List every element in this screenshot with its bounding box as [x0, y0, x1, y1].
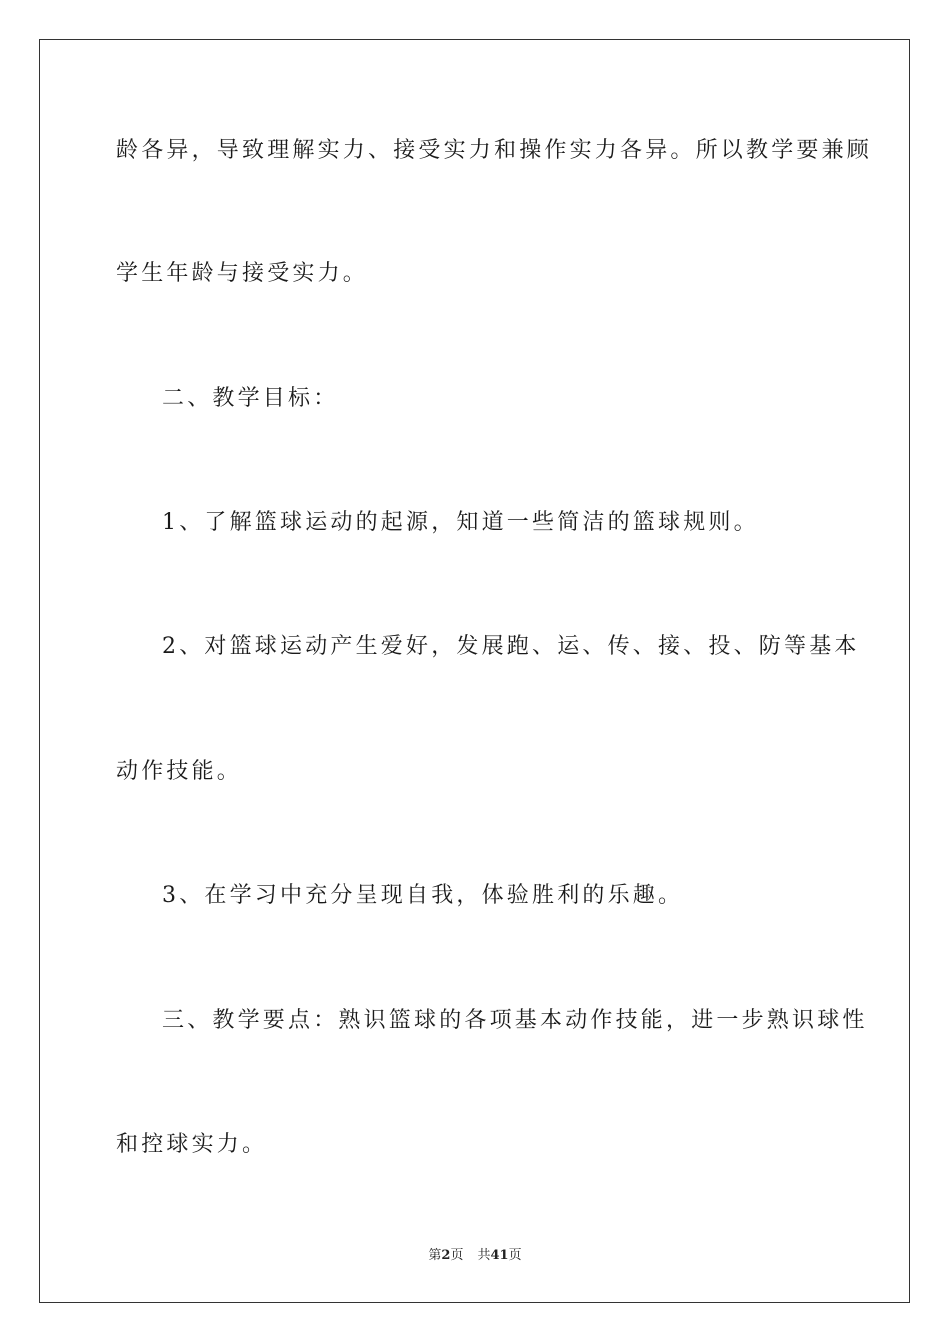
section-heading: 二、教学目标：	[162, 386, 339, 411]
paragraph-line: 龄各异，导致理解实力、接受实力和操作实力各异。所以教学要兼顾	[116, 138, 873, 163]
paragraph-line: 动作技能。	[116, 759, 243, 784]
paragraph-line: 学生年龄与接受实力。	[116, 261, 369, 286]
list-item: 1、了解篮球运动的起源，知道一些简洁的篮球规则。	[162, 510, 759, 535]
list-item: 3、在学习中充分呈现自我，体验胜利的乐趣。	[162, 883, 684, 908]
page-footer	[0, 1247, 950, 1265]
total-suffix: 页	[508, 1248, 522, 1263]
section-heading: 三、教学要点：熟识篮球的各项基本动作技能，进一步熟识球性	[162, 1008, 868, 1033]
page-suffix: 页	[450, 1248, 464, 1263]
page-border	[39, 39, 910, 1303]
page-prefix: 第	[428, 1248, 442, 1263]
list-item: 2、对篮球运动产生爱好，发展跑、运、传、接、投、防等基本	[162, 634, 860, 659]
paragraph-line: 和控球实力。	[116, 1132, 268, 1157]
page-number: 2	[441, 1248, 451, 1263]
total-pages: 41	[490, 1248, 509, 1263]
total-prefix: 共	[477, 1248, 491, 1263]
